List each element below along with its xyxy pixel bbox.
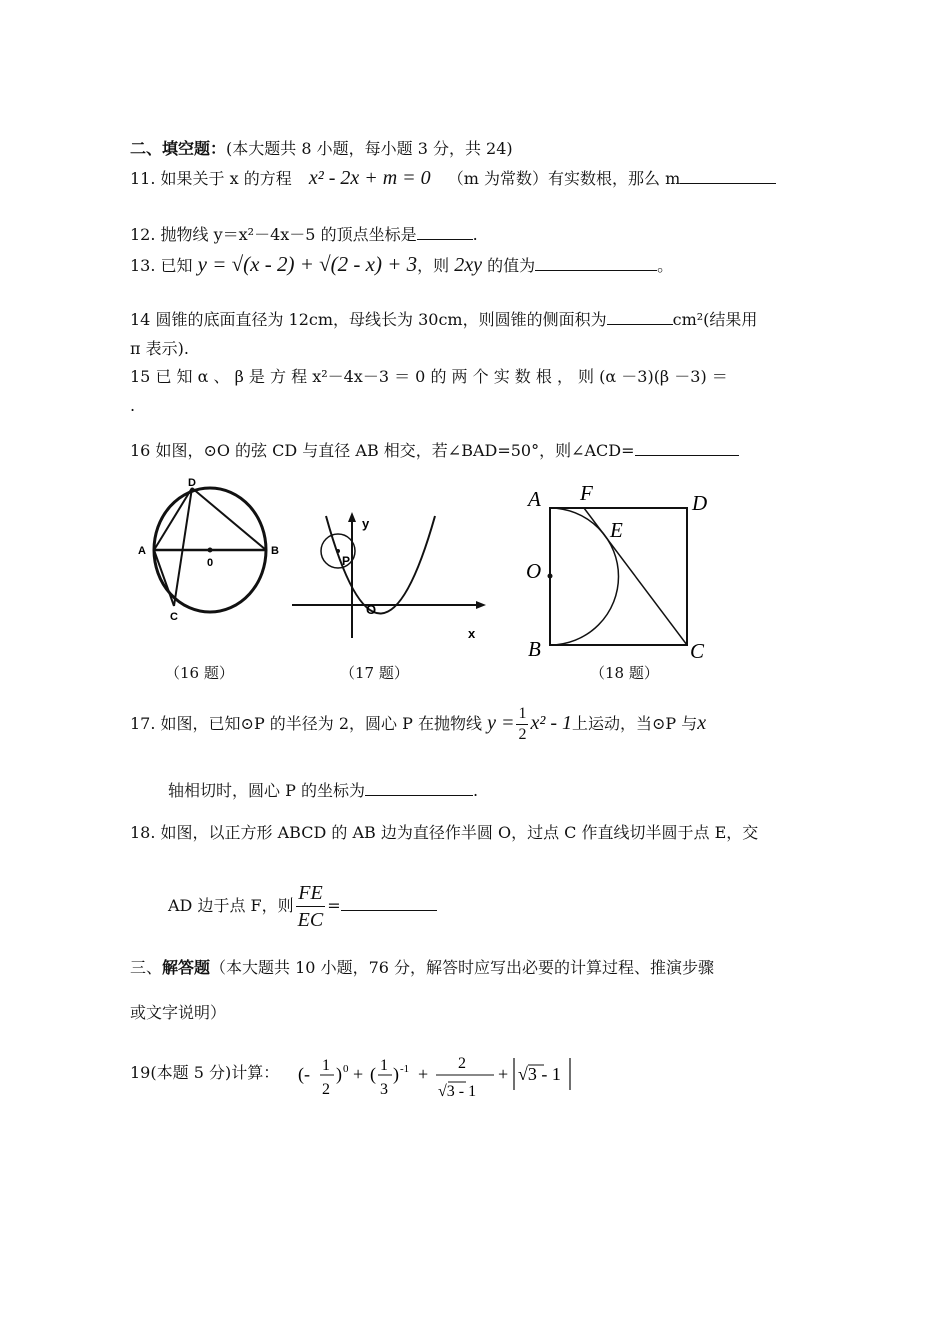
- svg-text:+: +: [353, 1064, 364, 1084]
- q17-line2: 轴相切时，圆心 P 的坐标为: [168, 781, 365, 800]
- section2-title: 二、填空题：: [130, 139, 227, 158]
- q11-prefix: 11. 如果关于 x 的方程: [130, 169, 292, 188]
- svg-text:+: +: [498, 1064, 509, 1084]
- q13-expr: 2xy: [454, 254, 483, 276]
- q17-frac-num: 1: [516, 704, 528, 725]
- q13-prefix: 13. 已知: [130, 256, 193, 275]
- q18-frac-num: FE: [296, 880, 326, 907]
- q17-x: x: [697, 712, 707, 734]
- question-14-line2: [130, 336, 189, 359]
- q14-text: 14 圆锥的底面直径为 12cm，母线长为 30cm，则圆锥的侧面积为: [130, 310, 607, 329]
- question-18: [130, 820, 758, 843]
- fig17-x-arrow: [476, 601, 486, 609]
- fig18-label-o: O: [526, 559, 542, 583]
- fig17-label-p: P: [342, 554, 351, 568]
- fig18-label-c: C: [690, 639, 705, 663]
- q17-answer-blank[interactable]: [365, 781, 473, 796]
- q11-suffix: （m 为常数）有实数根，那么 m: [447, 169, 681, 188]
- section3-line2-text: 或文字说明）: [130, 1003, 227, 1022]
- q17-eq-rest: x² - 1: [530, 712, 573, 734]
- question-15: [130, 364, 728, 387]
- q15-text: 15 已 知 α 、 β 是 方 程 x²－4x－3 ＝ 0 的 两 个 实 数 根 ， 则 (α －3)(β －3) ＝: [130, 367, 728, 386]
- fig17-label-y: y: [362, 516, 370, 531]
- question-12: [130, 222, 478, 245]
- q13-equation: y = √(x - 2) + √(2 - x) + 3: [197, 252, 418, 276]
- fig17-label-o: O: [366, 602, 377, 617]
- q18-answer-blank[interactable]: [341, 896, 437, 911]
- question-17-line2: [168, 778, 478, 801]
- question-17: [130, 704, 706, 745]
- q18-frac-den: EC: [297, 909, 324, 931]
- svg-text:√3 - 1: √3 - 1: [518, 1064, 561, 1084]
- section3-note: （本大题共 10 小题，76 分，解答时应写出必要的计算过程、推演步骤: [210, 958, 715, 977]
- figure-16: [132, 474, 282, 634]
- fig17-label-x: x: [468, 626, 476, 641]
- question-19: [130, 1060, 279, 1083]
- fig17-caption: （17 题）: [340, 664, 409, 682]
- section3-line2: [130, 1000, 226, 1023]
- fig18-label-f: F: [580, 481, 593, 505]
- question-14: [130, 307, 757, 330]
- q17-frac-den: 2: [518, 726, 527, 743]
- fig16-center-point: [208, 548, 213, 553]
- svg-text:): ): [336, 1064, 342, 1084]
- section3-prefix: 三、: [130, 958, 163, 977]
- svg-text:(-: (-: [298, 1064, 310, 1084]
- q14-unit: cm²(结果用: [672, 310, 758, 329]
- q14-answer-blank[interactable]: [607, 310, 673, 325]
- fig16-caption: （16 题）: [165, 664, 234, 682]
- q11-equation: x² - 2x + m = 0: [308, 167, 431, 189]
- q18-line2-prefix: AD 边于点 F，则: [168, 896, 294, 915]
- fig16-label-b: B: [271, 545, 279, 557]
- q19-expression: [298, 1050, 588, 1110]
- q18-line1: 18. 如图，以正方形 ABCD 的 AB 边为直径作半圆 O，过点 C 作直线切半圆于点 E，交: [130, 823, 759, 842]
- question-11: [130, 166, 776, 190]
- fig17-point-p: [336, 549, 340, 553]
- question-18-line2: [168, 880, 437, 933]
- svg-text:+: +: [418, 1064, 429, 1084]
- svg-text:-1: -1: [400, 1063, 410, 1075]
- q18-fraction: [296, 880, 326, 933]
- section2-note: (本大题共 8 小题，每小题 3 分，共 24): [226, 139, 513, 158]
- q17-suffix: 上运动，当⊙P 与: [572, 714, 698, 733]
- svg-text:): ): [393, 1064, 399, 1084]
- q13-middle: ，则: [417, 256, 450, 275]
- q17-fraction: [516, 704, 528, 745]
- fig18-center-o: [548, 574, 553, 579]
- q12-end: .: [472, 225, 478, 244]
- fig18-label-e: E: [610, 518, 623, 542]
- q17-prefix: 17. 如图，已知⊙P 的半径为 2，圆心 P 在抛物线: [130, 714, 482, 733]
- q13-answer-blank[interactable]: [535, 256, 657, 271]
- fig16-chord-ac: [154, 550, 174, 606]
- svg-text:3: 3: [380, 1081, 388, 1098]
- figure-17: [290, 506, 490, 646]
- fig16-label-d: D: [188, 477, 196, 489]
- fig17-y-arrow: [348, 512, 356, 522]
- q12-text: 12. 抛物线 y＝x²－4x－5 的顶点坐标是: [130, 225, 417, 244]
- q12-answer-blank[interactable]: [417, 225, 473, 240]
- q16-answer-blank[interactable]: [635, 441, 739, 456]
- q17-end: .: [472, 781, 479, 800]
- fig18-semicircle: [550, 508, 619, 645]
- q13-end: 。: [657, 256, 674, 275]
- fig18-label-b: B: [528, 637, 541, 661]
- svg-text:(: (: [370, 1064, 376, 1084]
- svg-text:2: 2: [458, 1055, 466, 1072]
- q19-prefix: 19(本题 5 分)计算：: [130, 1063, 280, 1082]
- svg-text:1: 1: [322, 1057, 330, 1074]
- q13-suffix: 的值为: [487, 256, 536, 275]
- figure-18: [520, 480, 720, 664]
- fig18-label-a: A: [528, 487, 541, 511]
- question-16: [130, 438, 739, 461]
- section3-header: [130, 955, 714, 978]
- fig16-label-a: A: [138, 545, 146, 557]
- fig18-caption: （18 题）: [590, 664, 659, 682]
- svg-text:0: 0: [343, 1063, 349, 1075]
- q16-text: 16 如图，⊙O 的弦 CD 与直径 AB 相交，若∠BAD=50°，则∠ACD=: [130, 441, 635, 460]
- fig16-label-c: C: [170, 611, 178, 623]
- fig16-chord-dc: [174, 488, 192, 606]
- q11-answer-blank[interactable]: [680, 169, 776, 184]
- q15-line2: .: [130, 396, 136, 415]
- section2-header: [130, 136, 513, 159]
- svg-text:1: 1: [380, 1057, 388, 1074]
- fig18-label-d: D: [692, 491, 708, 515]
- svg-text:√3 - 1: √3 - 1: [438, 1083, 477, 1100]
- question-13: [130, 252, 673, 277]
- question-15-line2: [130, 396, 135, 415]
- fig16-label-o: 0: [207, 557, 214, 569]
- q14-line2: π 表示).: [130, 339, 189, 358]
- section3-title: 解答题: [162, 958, 211, 977]
- svg-text:2: 2: [322, 1081, 330, 1098]
- q17-eq-y: y =: [487, 712, 515, 734]
- q18-eq: =: [327, 896, 341, 915]
- fig16-chord-db: [192, 488, 266, 550]
